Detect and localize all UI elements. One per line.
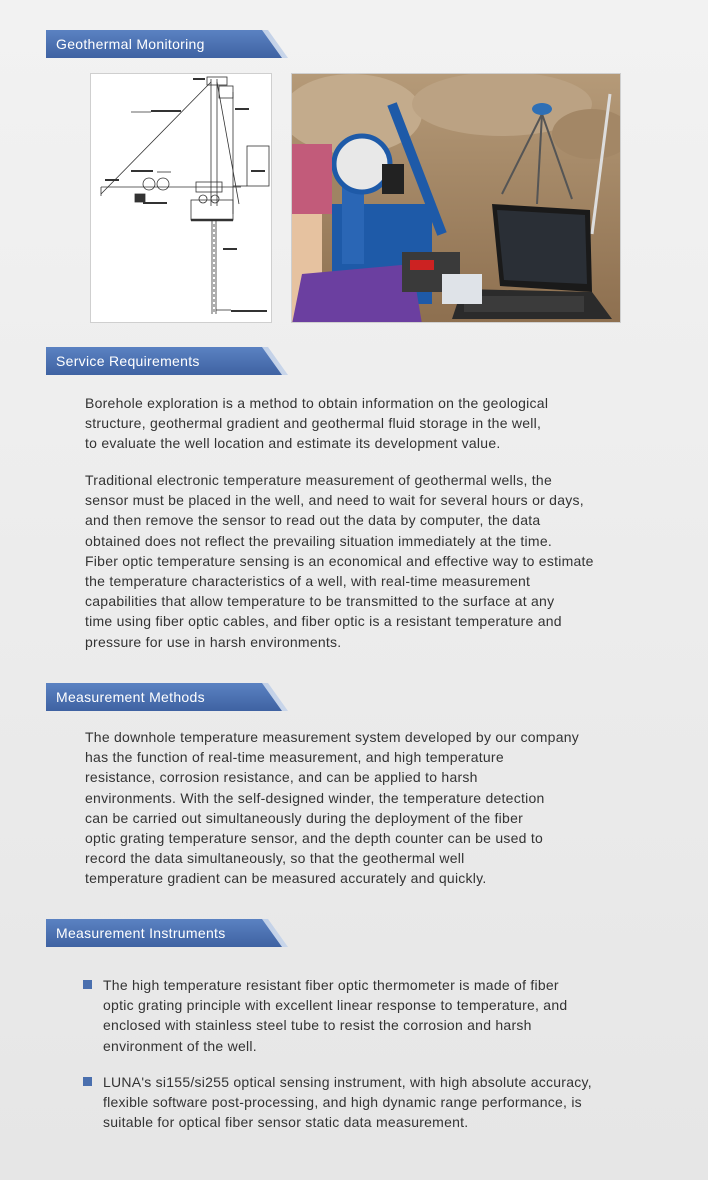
text-line: The downhole temperature measurement system developed by our company bbox=[85, 729, 580, 745]
text-line: environment of the well. bbox=[103, 1037, 257, 1054]
text-line: flexible software post-processing, and high dynamic range performance, is bbox=[103, 1094, 582, 1111]
section-header-service-requirements bbox=[46, 347, 288, 375]
text-line: optic grating temperature sensor, and the depth counter can be used to bbox=[85, 830, 544, 847]
text-line: the temperature characteristics of a well, with real-time measurement bbox=[85, 573, 531, 590]
text-line: time using fiber optic cables, and fiber optic is a resistant temperature and bbox=[85, 613, 562, 630]
text-line: obtained does not reflect the prevailing situation immediately at the time. bbox=[85, 532, 553, 549]
text-line: capabilities that allow temperature to be transmitted to the surface at any bbox=[85, 593, 555, 610]
text-line: Borehole exploration is a method to obtain information on the geological bbox=[85, 395, 549, 411]
text-line: environments. With the self-designed winder, the temperature detection bbox=[85, 789, 545, 806]
section-title: Geothermal Monitoring bbox=[56, 36, 205, 52]
square-bullet-icon bbox=[83, 1077, 92, 1086]
service-requirements-paragraph-2 bbox=[85, 470, 665, 652]
list-item-text bbox=[103, 975, 673, 1056]
field-equipment-photo-icon bbox=[292, 74, 621, 323]
section-title: Measurement Instruments bbox=[56, 925, 226, 941]
text-line: record the data simultaneously, so that the geothermal well bbox=[85, 850, 465, 867]
text-line: can be carried out simultaneously during the deployment of the fiber bbox=[85, 809, 524, 826]
section-header-measurement-instruments bbox=[46, 919, 288, 947]
section-header-geothermal-monitoring bbox=[46, 30, 288, 58]
text-line: has the function of real-time measurement, and high temperature bbox=[85, 749, 504, 766]
text-line: to evaluate the well location and estimate its development value. bbox=[85, 435, 501, 452]
text-line: pressure for use in harsh environments. bbox=[85, 633, 342, 650]
section-title: Service Requirements bbox=[56, 353, 200, 369]
section-header-measurement-methods bbox=[46, 683, 288, 711]
text-line: and then remove the sensor to read out the data by computer, the data bbox=[85, 512, 541, 529]
section-title: Measurement Methods bbox=[56, 689, 205, 705]
borehole-system-diagram-icon bbox=[91, 74, 272, 323]
field-equipment-photo bbox=[291, 73, 621, 323]
text-line: Fiber optic temperature sensing is an economical and effective way to estimate bbox=[85, 552, 594, 569]
list-item-text bbox=[103, 1072, 673, 1133]
text-line: optic grating principle with excellent linear response to temperature, and bbox=[103, 997, 568, 1014]
text-line: sensor must be placed in the well, and need to wait for several hours or days, bbox=[85, 492, 584, 509]
measurement-methods-paragraph bbox=[85, 727, 665, 889]
text-line: resistance, corrosion resistance, and can be applied to harsh bbox=[85, 769, 478, 786]
text-line: enclosed with stainless steel tube to resist the corrosion and harsh bbox=[103, 1017, 532, 1034]
text-line: suitable for optical fiber sensor static data measurement. bbox=[103, 1114, 469, 1131]
service-requirements-paragraph-1 bbox=[85, 393, 665, 454]
text-line: LUNA's si155/si255 optical sensing instrument, with high absolute accuracy, bbox=[103, 1074, 592, 1090]
square-bullet-icon bbox=[83, 980, 92, 989]
text-line: structure, geothermal gradient and geothermal fluid storage in the well, bbox=[85, 415, 542, 432]
text-line: temperature gradient can be measured accurately and quickly. bbox=[85, 870, 487, 887]
text-line: Traditional electronic temperature measurement of geothermal wells, the bbox=[85, 472, 553, 488]
text-line: The high temperature resistant fiber optic thermometer is made of fiber bbox=[103, 977, 559, 993]
borehole-system-diagram bbox=[90, 73, 272, 323]
